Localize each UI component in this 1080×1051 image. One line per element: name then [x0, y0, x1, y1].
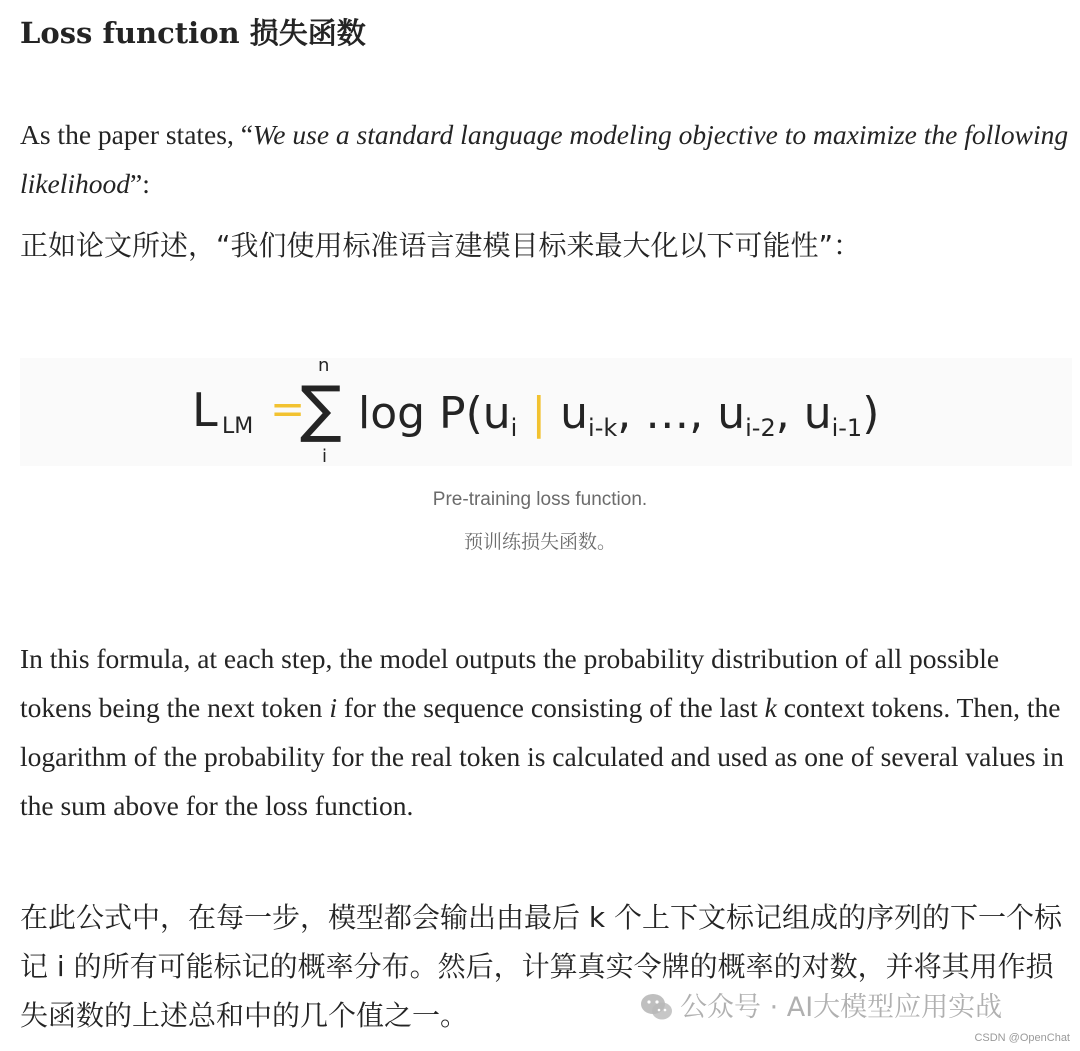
- explanation-paragraph: [20, 634, 1070, 830]
- explanation-part-2: for the sequence consisting of the last: [336, 692, 765, 723]
- wechat-icon: [640, 992, 674, 1022]
- formula-lhs-subscript: LM: [222, 414, 254, 439]
- watermark: [640, 988, 1002, 1028]
- formula-close: ): [862, 388, 880, 439]
- watermark-text: 公众号 · AI大模型应用实战: [680, 992, 1003, 1023]
- formula-u1: u: [546, 388, 589, 439]
- formula-sub-i2: i-2: [745, 414, 776, 442]
- intro-suffix: ”:: [129, 168, 150, 199]
- formula-lhs: L: [192, 383, 218, 437]
- explanation-part-3: context tokens. Then, the logarithm of the probability for the real token is calculated and used as one of several values in the sum above for the loss function.: [20, 692, 1064, 821]
- intro-paragraph: [20, 110, 1070, 208]
- formula-sub-i1: i-1: [831, 414, 863, 442]
- intro-quote: We use a standard language modeling objective to maximize the following likelihood: [20, 119, 1069, 199]
- explanation-paragraph-cn: 在此公式中，在每一步，模型都会输出由最后 k 个上下文标记组成的序列的下一个标记 i 的所有可能标记的概率分布。然后，计算真实令牌的概率的对数，并将其用作损失函数的上述总和中的几个值之一。: [20, 901, 1063, 1032]
- explanation-var-i: i: [329, 692, 337, 723]
- formula-conditional-bar: |: [531, 388, 547, 439]
- explanation-var-k: k: [764, 692, 777, 723]
- formula-ellipsis: , …, u: [617, 388, 746, 439]
- formula-sub-i: i: [510, 414, 518, 442]
- intro-prefix: As the paper states, “: [20, 119, 253, 150]
- section-heading: Loss function 损失函数: [20, 16, 366, 50]
- figure-caption-cn: 预训练损失函数。: [463, 532, 616, 553]
- credit-text: CSDN @OpenChat: [974, 1032, 1070, 1044]
- explanation-part-1: In this formula, at each step, the model outputs the probability distribution of all possible tokens being the next token: [20, 643, 1000, 723]
- formula-sub-ik: i-k: [588, 414, 618, 442]
- formula-sum-upper: n: [318, 355, 330, 376]
- intro-paragraph-cn: 正如论文所述，“我们使用标准语言建模目标来最大化以下可能性”：: [20, 229, 862, 262]
- formula-sum-lower: i: [322, 446, 328, 467]
- formula-equals: =: [270, 384, 306, 433]
- formula-body: [358, 388, 879, 454]
- formula-u3: , u: [775, 388, 832, 439]
- formula-log-p: log P(u: [358, 388, 511, 439]
- figure-caption: Pre-training loss function.: [432, 489, 648, 510]
- formula-sum-symbol: ∑: [300, 372, 342, 445]
